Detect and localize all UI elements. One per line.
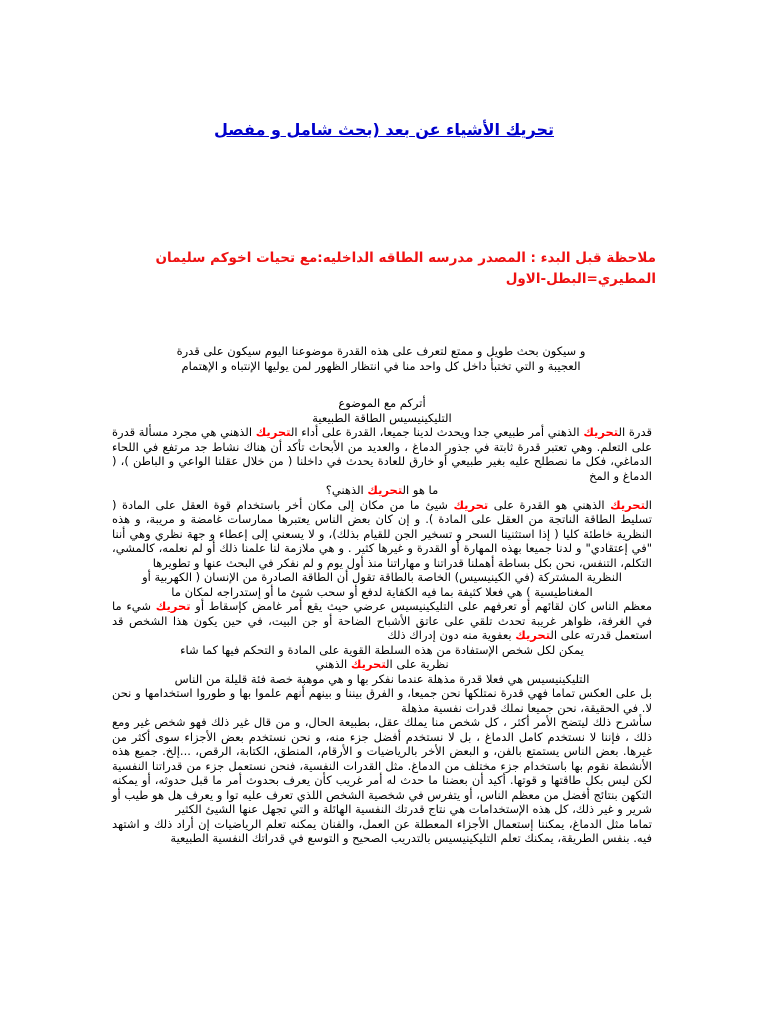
text-run: ما هو ال [402,483,439,497]
highlight-word: تحريك [515,628,551,642]
text-run: قدرة ال [618,425,652,439]
highlight-word: تحريك [583,425,619,439]
highlight-word: تحريك [255,425,291,439]
article-body [112,396,652,846]
question-heading [112,483,652,498]
paragraph-5: يمكن لكل شخص الإستفادة من هذه السلطة القوية على المادة و التحكم فيها كما شاء [180,642,584,657]
page-title[interactable]: تحريك الأشياء عن بعد (بحث شامل و مفصل [214,120,554,139]
highlight-word: تحريك [453,497,489,512]
text-run: الذهني هي مجرد مسألة قدرة على التعلم. وهي تعتبر قدرة ثابتة في جذور الدماغ ، والعديد من الأبحاث تأكد أن هناك نشاط جد مرتفع في اللحاء الدماغي، فكل ما نصطلح عليه بغير طبيعي أو خارق للعادة يحدث في داخلنا ( من خلال عقلنا الواعي و الباطن )، ( الدماغ و المخ [112,425,652,483]
text-run: شيء ما في الغرفة، ظواهر غريبة تحدث تلقي على عاتق الأشباح الضاحة أو جن البيت، في حين يكون هذا الشخص قد استعمل قدرته على ال [112,599,652,642]
paragraph-1 [112,425,652,483]
highlight-word: تحريك [350,657,387,671]
text-run: الذهني أمر طبيعي جدا ويحدث لدينا جميعا، القدرة على أداء ال [290,425,584,439]
text-run: ال [645,497,652,512]
text-run: شيئ ما من مكان إلى مكان أخر باستخدام قوة العقل على المادة ( تسليط الطاقة الناتجة من العقل على المادة ). و إن كان بعض الناس يعتبرها ممارسات غامضة و مريبة، و هذه النظرية خاطئة كليا ( إذا استثنينا السحر و تسخير الجن للقيام بذلك)، و لا يسعني إلى إعطاء و جهة نظري وهي أننا "في إعتقادي" و لدنا جميعا بهذه المهارة أو القدرة و غيرها كثير . و هي ملازمة لنا علمنا ذلك أو لم نعلمه، كالمشي، التكلم، التنفس، نحن بكل بساطة أهملنا قدراتنا و مهاراتنا منذ أول يوم و لم نفكر في البحث عنها و تطويرها [112,497,652,570]
paragraph-8: سأشرح ذلك ليتضح الأمر أكثر ، كل شخص منا يملك عقل، بطبيعة الحال، و من قال غير ذلك فهو شخص غير ومع ذلك ، فإننا لا نستخدم كامل الدماغ ، بل لا نستخدم أفضل جزء منه، و نحن نستخدم بعض الأجزاء سوى أكثر من غيرها. بعض الناس يستمتع بالفن، و البعض الأخر بالرياضيات و الأرقام، المنطق، الكتابة، الرقص، ...إلخ. جميع هذه الأنشطة نقوم بها باستخدام جزء مختلف من الدماغ. مثل القدرات النفسية، فنحن نستعمل جزء من قدراتنا النفسية لكن ليس بكل طاقتها و قوتها. أكيد أن بعضنا ما حدث له أمر غريب كأن يعرف بحدوث أمر ما قبل حدوثه، أو يمكنه التكهن بنتائج أفضل من معظم الناس، أو يتفرس في شخصية الشخص اللذي تعرف عليه توا و يعرف هل هو طيب أو شرير و غير ذلك، كل هذه الإستخدامات هي نتاج قدرتك النفسية الهائلة و التي تجهل عنها الشيئ الكثير [112,715,652,816]
paragraph-6: التليكينيسيس هي فعلا قدرة مذهلة عندما نفكر بها و هي موهبة خصة فئة قليلة من الناس [174,671,590,686]
text-run: نظرية على ال [386,657,449,671]
highlight-word: تحريك [610,497,646,512]
theory-heading [112,657,652,672]
text-run: الذهني؟ [325,483,368,497]
intro-line-2: العجيبة و التي تختبأ داخل كل واحد منا في انتظار الظهور لمن يوليها الإنتباه و الإهتمام [181,359,581,373]
highlight-word: تحريك [367,483,403,497]
highlight-word: تحريك [155,599,191,613]
text-run: معظم الناس كان لقائهم أو تعرفهم على التليكينيسيس عرضي حيث يقع أمر غامض كإسقاط أو [190,599,652,613]
text-run: الذهني [315,657,351,671]
section-subtitle: التليكينيسيس الطاقة الطبيعية [312,410,452,425]
paragraph-4 [112,599,652,643]
greeting-line: أتركم مع الموضوع [338,396,426,410]
paragraph-7: بل على العكس تماما فهي قدرة نمتلكها نحن جميعا، و الفرق بيننا و بينهم أنهم علموا بها و طوروا استخدامها و نحن لا. في الحقيقة، نحن جميعا نملك قدرات نفسية مذهلة [112,686,652,715]
paragraph-9: تماما مثل الدماغ، يمكننا إستعمال الأجزاء المعطلة عن العمل، والفنان يمكنه تعلم الرياضيات إن أراد ذلك و اشتهد فيه. بنفس الطريقة، يمكنك تعلم التليكينيسيس بالتدريب الصحيح و التوسع في قدراتك النفسية الطبيعية [112,816,652,845]
text-run: الذهني هو القدرة على [488,497,611,512]
intro-line-1: و سيكون بحث طويل و ممتع لتعرف على هذه القدرة موضوعنا اليوم سيكون على قدرة [176,344,586,358]
source-note: ملاحظة قبل البدء : المصدر مدرسه الطاقه الداخليه:مع تحيات اخوكم سليمان المطيري=البطل-الاول [155,250,656,287]
paragraph-2 [112,498,652,571]
paragraph-3: النظرية المشتركة (في الكينيسيس) الخاصة بالطاقة تقول أن الطاقة الصادرة من الإنسان ( الكهربية أو المغناطيسية ) هي فعلا كثيفة بما فيه الكفاية لدفع أو سحب شيئ ما أو إستدراجه لمكان ما [142,570,622,599]
intro-paragraph [108,344,654,374]
text-run: بعفوية منه دون إدراك ذلك [387,628,516,642]
